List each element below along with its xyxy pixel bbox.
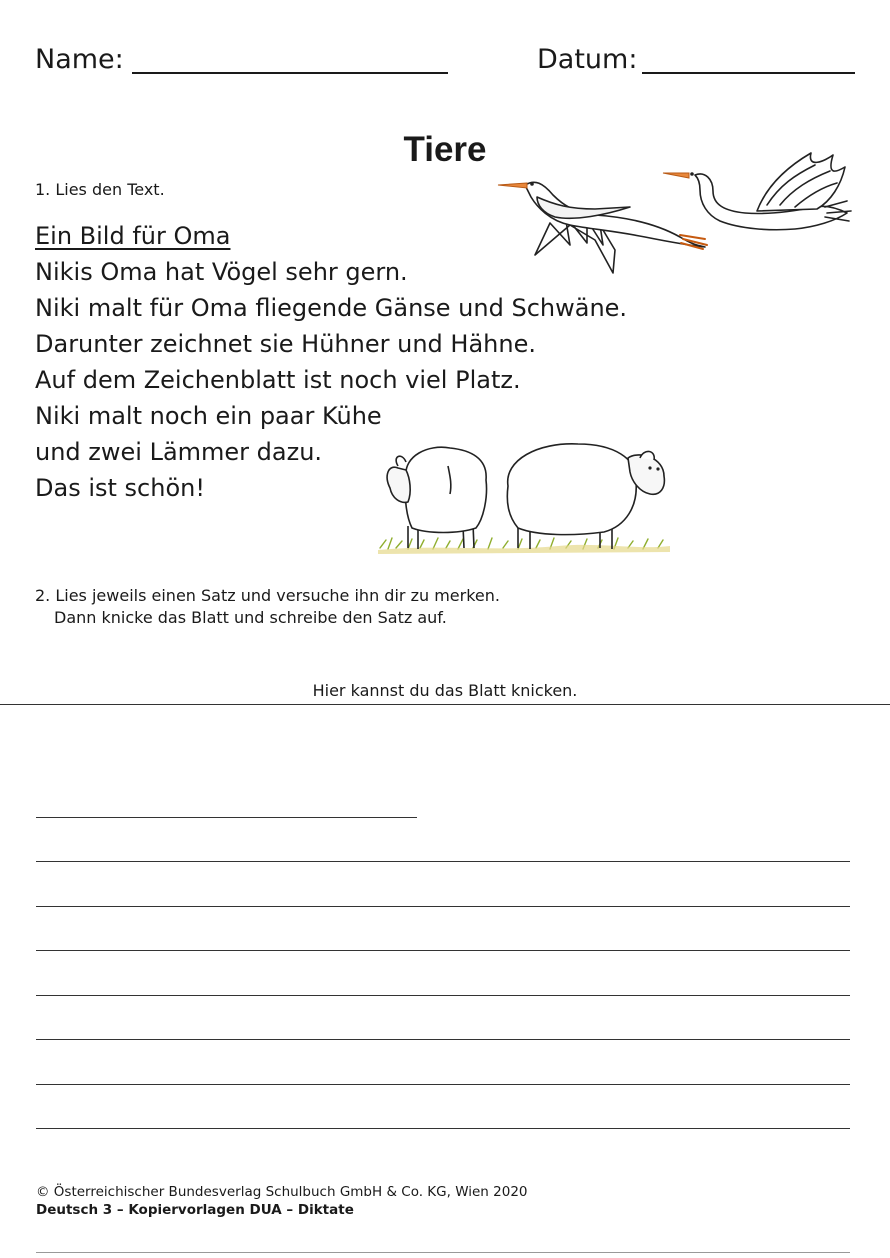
task-1-instruction: 1. Lies den Text. (35, 180, 165, 199)
task-2-line-1: 2. Lies jeweils einen Satz und versuche ihn dir zu merken. (35, 586, 500, 605)
date-field[interactable] (642, 72, 855, 74)
writing-line-short[interactable] (36, 817, 417, 818)
goose-right (690, 153, 851, 230)
sheep-illustration (378, 436, 673, 561)
name-field[interactable] (132, 72, 448, 74)
sheep-right (507, 444, 664, 549)
footer (36, 1183, 528, 1219)
ground-shade (378, 545, 670, 554)
writing-line[interactable] (36, 906, 850, 907)
task-2-line-2: Dann knicke das Blatt und schreibe den Satz auf. (54, 608, 447, 627)
story-line: Das ist schön! (35, 474, 205, 502)
fold-line (0, 704, 890, 705)
writing-line[interactable] (36, 861, 850, 862)
footer-copyright: © Österreichischer Bundesverlag Schulbuch GmbH & Co. KG, Wien 2020 (36, 1184, 528, 1200)
footer-rule (36, 1252, 850, 1253)
goose-left-beak (498, 183, 527, 188)
story-line: Niki malt noch ein paar Kühe (35, 402, 382, 430)
story-line: Auf dem Zeichenblatt ist noch viel Platz. (35, 366, 521, 394)
sheep-left (387, 447, 486, 549)
story-line: und zwei Lämmer dazu. (35, 438, 323, 466)
footer-series: Deutsch 3 – Kopiervorlagen DUA – Diktate (36, 1202, 354, 1218)
writing-line[interactable] (36, 995, 850, 996)
page-title: Tiere (403, 130, 487, 169)
writing-line[interactable] (36, 1039, 850, 1040)
story-line: Niki malt für Oma fliegende Gänse und Schwäne. (35, 294, 628, 322)
writing-line[interactable] (36, 950, 850, 951)
goose-right-beak (663, 173, 689, 178)
writing-line[interactable] (36, 1084, 850, 1085)
date-label: Datum: (537, 44, 638, 75)
story-title: Ein Bild für Oma (35, 222, 231, 250)
writing-line[interactable] (36, 1128, 850, 1129)
fold-hint: Hier kannst du das Blatt knicken. (312, 681, 578, 700)
name-label: Name: (35, 44, 124, 75)
story-line: Darunter zeichnet sie Hühner und Hähne. (35, 330, 536, 358)
story-line: Nikis Oma hat Vögel sehr gern. (35, 258, 408, 286)
task-2-instruction (35, 585, 500, 629)
